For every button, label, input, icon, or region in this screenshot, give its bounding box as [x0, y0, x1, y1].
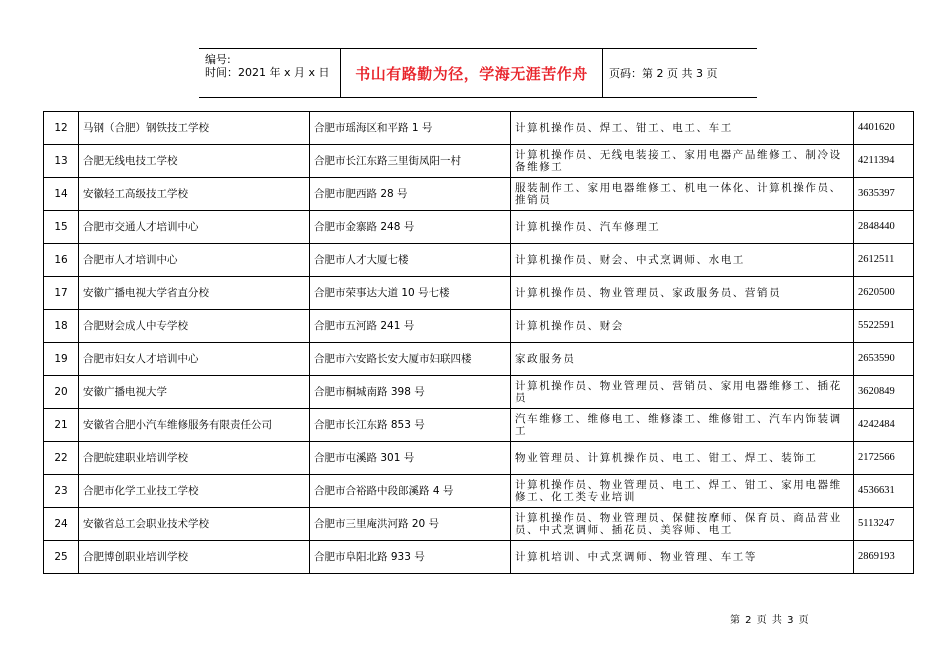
table-row	[44, 376, 914, 409]
table-row	[44, 475, 914, 508]
table-row	[44, 541, 914, 574]
school-name: 合肥市化学工业技工学校	[79, 475, 310, 508]
school-name: 合肥财会成人中专学校	[79, 310, 310, 343]
row-number: 24	[44, 508, 79, 541]
training-skills: 计算机操作员、无线电装接工、家用电器产品维修工、制冷设备维修工	[511, 145, 854, 178]
school-name: 安徽广播电视大学省直分校	[79, 277, 310, 310]
school-name: 马钢（合肥）钢铁技工学校	[79, 112, 310, 145]
header-page-info: 页码：第 2 页 共 3 页	[609, 67, 718, 80]
school-address: 合肥市荣事达大道 10 号七楼	[310, 277, 511, 310]
training-skills: 家政服务员	[511, 343, 854, 376]
table-row	[44, 211, 914, 244]
row-number: 19	[44, 343, 79, 376]
school-name: 安徽广播电视大学	[79, 376, 310, 409]
school-address: 合肥市桐城南路 398 号	[310, 376, 511, 409]
row-number: 18	[44, 310, 79, 343]
school-phone: 5113247	[854, 508, 914, 541]
row-number: 20	[44, 376, 79, 409]
school-phone: 2172566	[854, 442, 914, 475]
school-phone: 4536631	[854, 475, 914, 508]
school-address: 合肥市屯溪路 301 号	[310, 442, 511, 475]
school-phone: 2848440	[854, 211, 914, 244]
training-skills: 汽车维修工、维修电工、维修漆工、维修钳工、汽车内饰装调工	[511, 409, 854, 442]
training-skills: 计算机操作员、财会	[511, 310, 854, 343]
table-row	[44, 145, 914, 178]
school-phone: 3620849	[854, 376, 914, 409]
header-motto-cell	[341, 49, 603, 97]
row-number: 16	[44, 244, 79, 277]
row-number: 13	[44, 145, 79, 178]
schools-table-body	[44, 112, 914, 574]
school-name: 合肥市妇女人才培训中心	[79, 343, 310, 376]
table-row	[44, 310, 914, 343]
training-skills: 计算机操作员、财会、中式烹调师、水电工	[511, 244, 854, 277]
training-skills: 计算机操作员、物业管理员、保健按摩师、保育员、商品营业员、中式烹调师、插花员、美容师、电工	[511, 508, 854, 541]
page-footer: 第 2 页 共 3 页	[730, 615, 809, 626]
row-number: 17	[44, 277, 79, 310]
table-row	[44, 277, 914, 310]
table-row	[44, 244, 914, 277]
school-name: 合肥皖建职业培训学校	[79, 442, 310, 475]
table-row	[44, 442, 914, 475]
header-meta-cell	[199, 49, 341, 97]
school-name: 合肥市交通人才培训中心	[79, 211, 310, 244]
school-address: 合肥市肥西路 28 号	[310, 178, 511, 211]
training-skills: 计算机操作员、焊工、钳工、电工、车工	[511, 112, 854, 145]
training-skills: 计算机操作员、物业管理员、家政服务员、营销员	[511, 277, 854, 310]
school-address: 合肥市五河路 241 号	[310, 310, 511, 343]
row-number: 14	[44, 178, 79, 211]
school-phone: 2869193	[854, 541, 914, 574]
school-phone: 4242484	[854, 409, 914, 442]
school-phone: 5522591	[854, 310, 914, 343]
training-skills: 物业管理员、计算机操作员、电工、钳工、焊工、装饰工	[511, 442, 854, 475]
school-name: 合肥市人才培训中心	[79, 244, 310, 277]
school-address: 合肥市长江东路 853 号	[310, 409, 511, 442]
row-number: 25	[44, 541, 79, 574]
school-address: 合肥市六安路长安大厦市妇联四楼	[310, 343, 511, 376]
school-phone: 4211394	[854, 145, 914, 178]
school-address: 合肥市合裕路中段郎溪路 4 号	[310, 475, 511, 508]
motto: 书山有路勤为径，学海无涯苦作舟	[355, 64, 588, 83]
school-phone: 3635397	[854, 178, 914, 211]
school-address: 合肥市长江东路三里街凤阳一村	[310, 145, 511, 178]
row-number: 15	[44, 211, 79, 244]
school-name: 合肥博创职业培训学校	[79, 541, 310, 574]
table-row	[44, 508, 914, 541]
school-address: 合肥市三里庵洪河路 20 号	[310, 508, 511, 541]
page-header	[199, 48, 757, 98]
school-phone: 2620500	[854, 277, 914, 310]
school-address: 合肥市阜阳北路 933 号	[310, 541, 511, 574]
school-name: 合肥无线电技工学校	[79, 145, 310, 178]
training-skills: 服装制作工、家用电器维修工、机电一体化、计算机操作员、推销员	[511, 178, 854, 211]
time-label: 时间：2021 年 x 月 x 日	[205, 66, 330, 79]
school-address: 合肥市金寨路 248 号	[310, 211, 511, 244]
row-number: 22	[44, 442, 79, 475]
training-skills: 计算机操作员、物业管理员、电工、焊工、钳工、家用电器维修工、化工类专业培训	[511, 475, 854, 508]
school-phone: 2653590	[854, 343, 914, 376]
training-skills: 计算机操作员、物业管理员、营销员、家用电器维修工、插花员	[511, 376, 854, 409]
table-row	[44, 409, 914, 442]
school-name: 安徽省总工会职业技术学校	[79, 508, 310, 541]
row-number: 23	[44, 475, 79, 508]
row-number: 12	[44, 112, 79, 145]
header-page-cell	[603, 49, 757, 97]
schools-table	[43, 111, 914, 574]
row-number: 21	[44, 409, 79, 442]
table-row	[44, 178, 914, 211]
training-skills: 计算机操作员、汽车修理工	[511, 211, 854, 244]
school-address: 合肥市瑶海区和平路 1 号	[310, 112, 511, 145]
school-phone: 4401620	[854, 112, 914, 145]
school-name: 安徽轻工高级技工学校	[79, 178, 310, 211]
school-phone: 2612511	[854, 244, 914, 277]
code-label: 编号:	[205, 53, 231, 66]
table-row	[44, 343, 914, 376]
school-name: 安徽省合肥小汽车维修服务有限责任公司	[79, 409, 310, 442]
table-row	[44, 112, 914, 145]
school-address: 合肥市人才大厦七楼	[310, 244, 511, 277]
training-skills: 计算机培训、中式烹调师、物业管理、车工等	[511, 541, 854, 574]
